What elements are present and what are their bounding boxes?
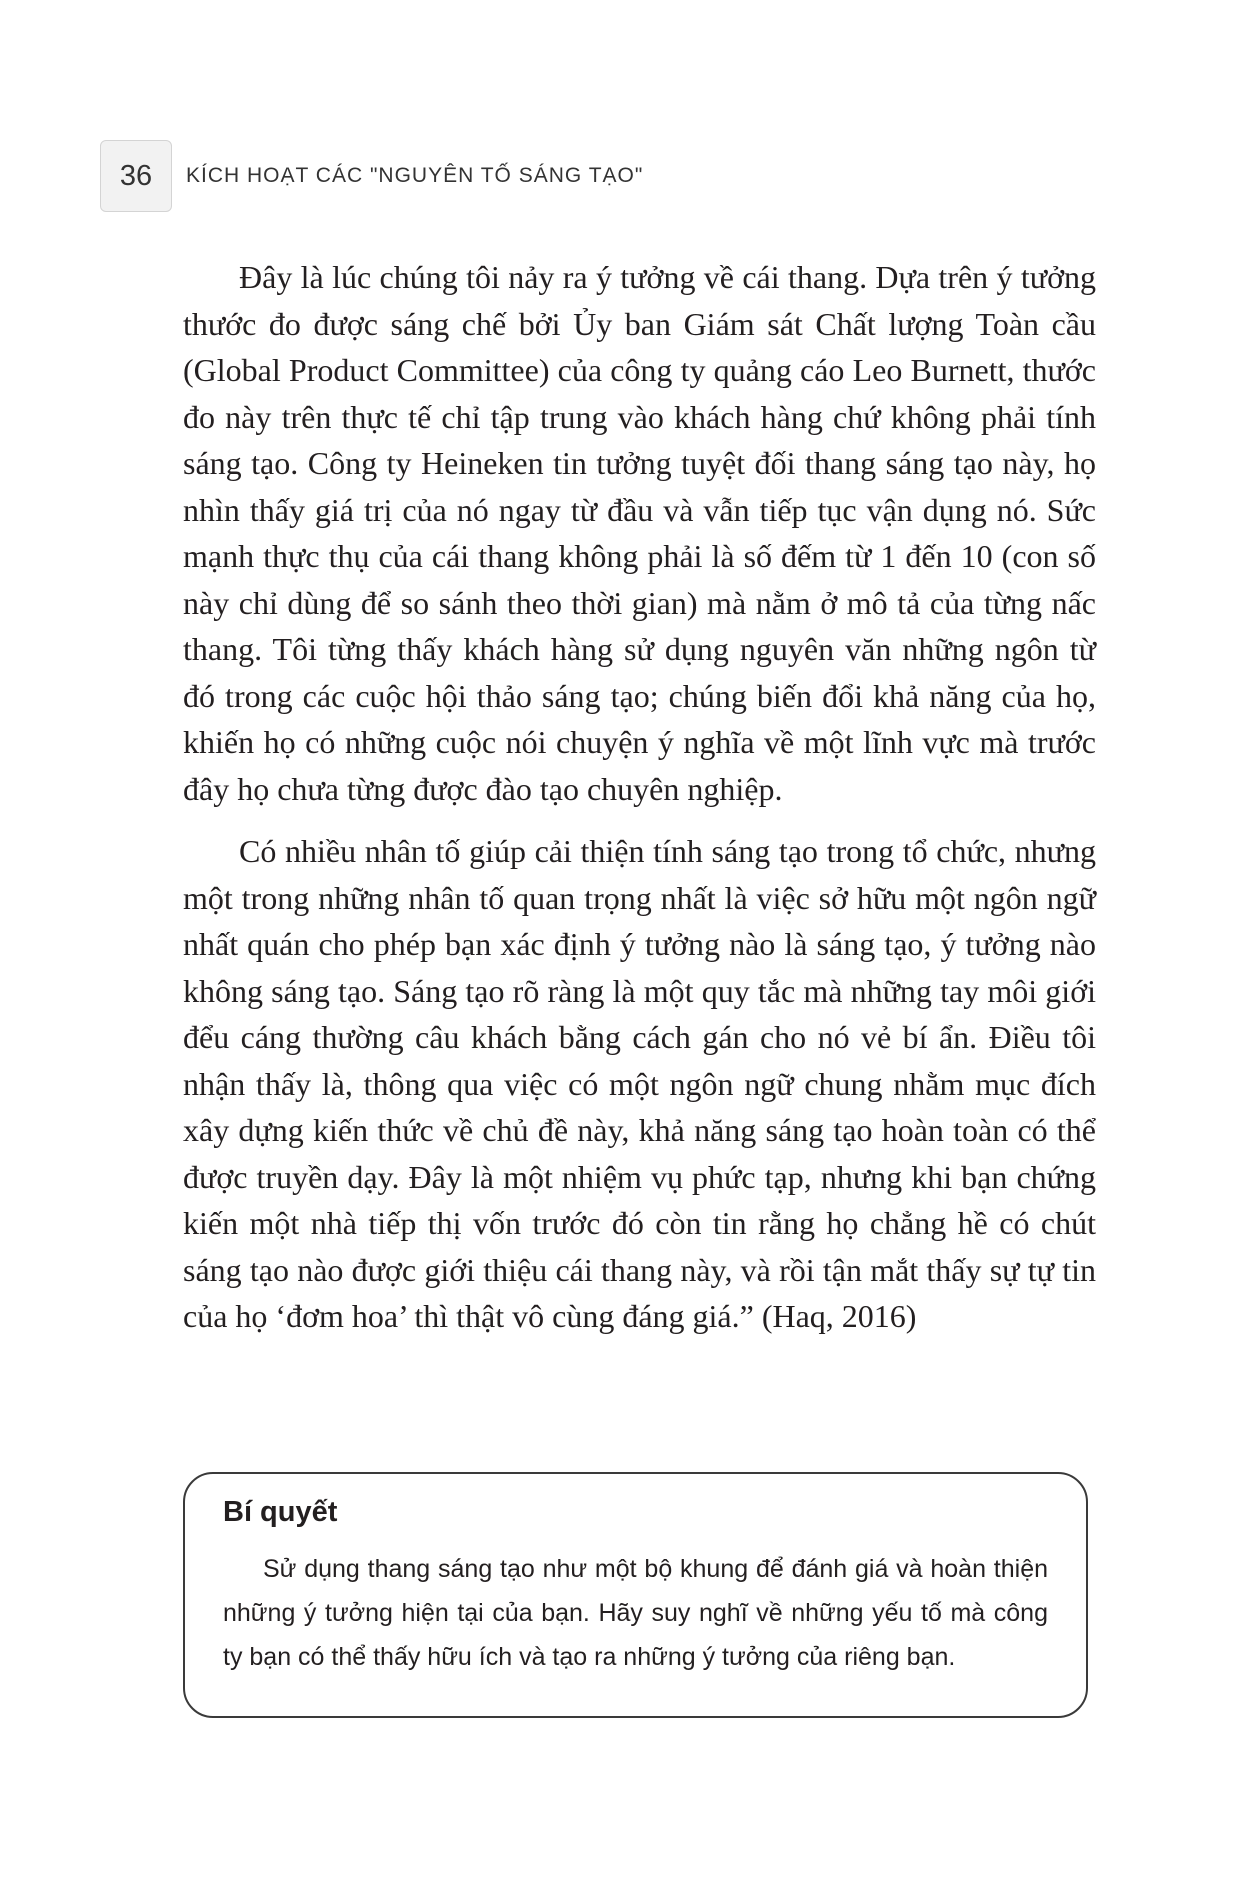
body-text <box>183 254 1096 1356</box>
tip-title: Bí quyết <box>223 1496 338 1528</box>
tip-box <box>183 1472 1088 1718</box>
paragraph-1: Đây là lúc chúng tôi nảy ra ý tưởng về cái thang. Dựa trên ý tưởng thước đo được sáng chế bởi Ủy ban Giám sát Chất lượng Toàn cầu (Global Product Committee) của công ty quảng cáo Leo Burnett, thước đo này trên thực tế chỉ tập trung vào khách hàng chứ không phải tính sáng tạo. Công ty Heineken tin tưởng tuyệt đối thang sáng tạo này, họ nhìn thấy giá trị của nó ngay từ đầu và vẫn tiếp tục vận dụng nó. Sức mạnh thực thụ của cái thang không phải là số đếm từ 1 đến 10 (con số này chỉ dùng để so sánh theo thời gian) mà nằm ở mô tả của từng nấc thang. Tôi từng thấy khách hàng sử dụng nguyên văn những ngôn từ đó trong các cuộc hội thảo sáng tạo; chúng biến đổi khả năng của họ, khiến họ có những cuộc nói chuyện ý nghĩa về một lĩnh vực mà trước đây họ chưa từng được đào tạo chuyên nghiệp. <box>183 259 1096 807</box>
paragraph-2: Có nhiều nhân tố giúp cải thiện tính sáng tạo trong tổ chức, nhưng một trong những nhân tố quan trọng nhất là việc sở hữu một ngôn ngữ nhất quán cho phép bạn xác định ý tưởng nào là sáng tạo, ý tưởng nào không sáng tạo. Sáng tạo rõ ràng là một quy tắc mà những tay môi giới đểu cáng thường câu khách bằng cách gán cho nó vẻ bí ẩn. Điều tôi nhận thấy là, thông qua việc có một ngôn ngữ chung nhằm mục đích xây dựng kiến thức về chủ đề này, khả năng sáng tạo hoàn toàn có thể được truyền dạy. Đây là một nhiệm vụ phức tạp, nhưng khi bạn chứng kiến một nhà tiếp thị vốn trước đó còn tin rằng họ chẳng hề có chút sáng tạo nào được giới thiệu cái thang này, và rồi tận mắt thấy sự tự tin của họ ‘đơm hoa’ thì thật vô cùng đáng giá.” (Haq, 2016) <box>183 833 1096 1334</box>
running-head: KÍCH HOẠT CÁC "NGUYÊN TỐ SÁNG TẠO" <box>186 164 644 187</box>
page-number: 36 <box>100 140 172 212</box>
tip-text: Sử dụng thang sáng tạo như một bộ khung để đánh giá và hoàn thiện những ý tưởng hiện tại của bạn. Hãy suy nghĩ về những yếu tố mà công ty bạn có thể thấy hữu ích và tạo ra những ý tưởng của riêng bạn. <box>223 1555 1048 1671</box>
page-header <box>100 140 643 212</box>
